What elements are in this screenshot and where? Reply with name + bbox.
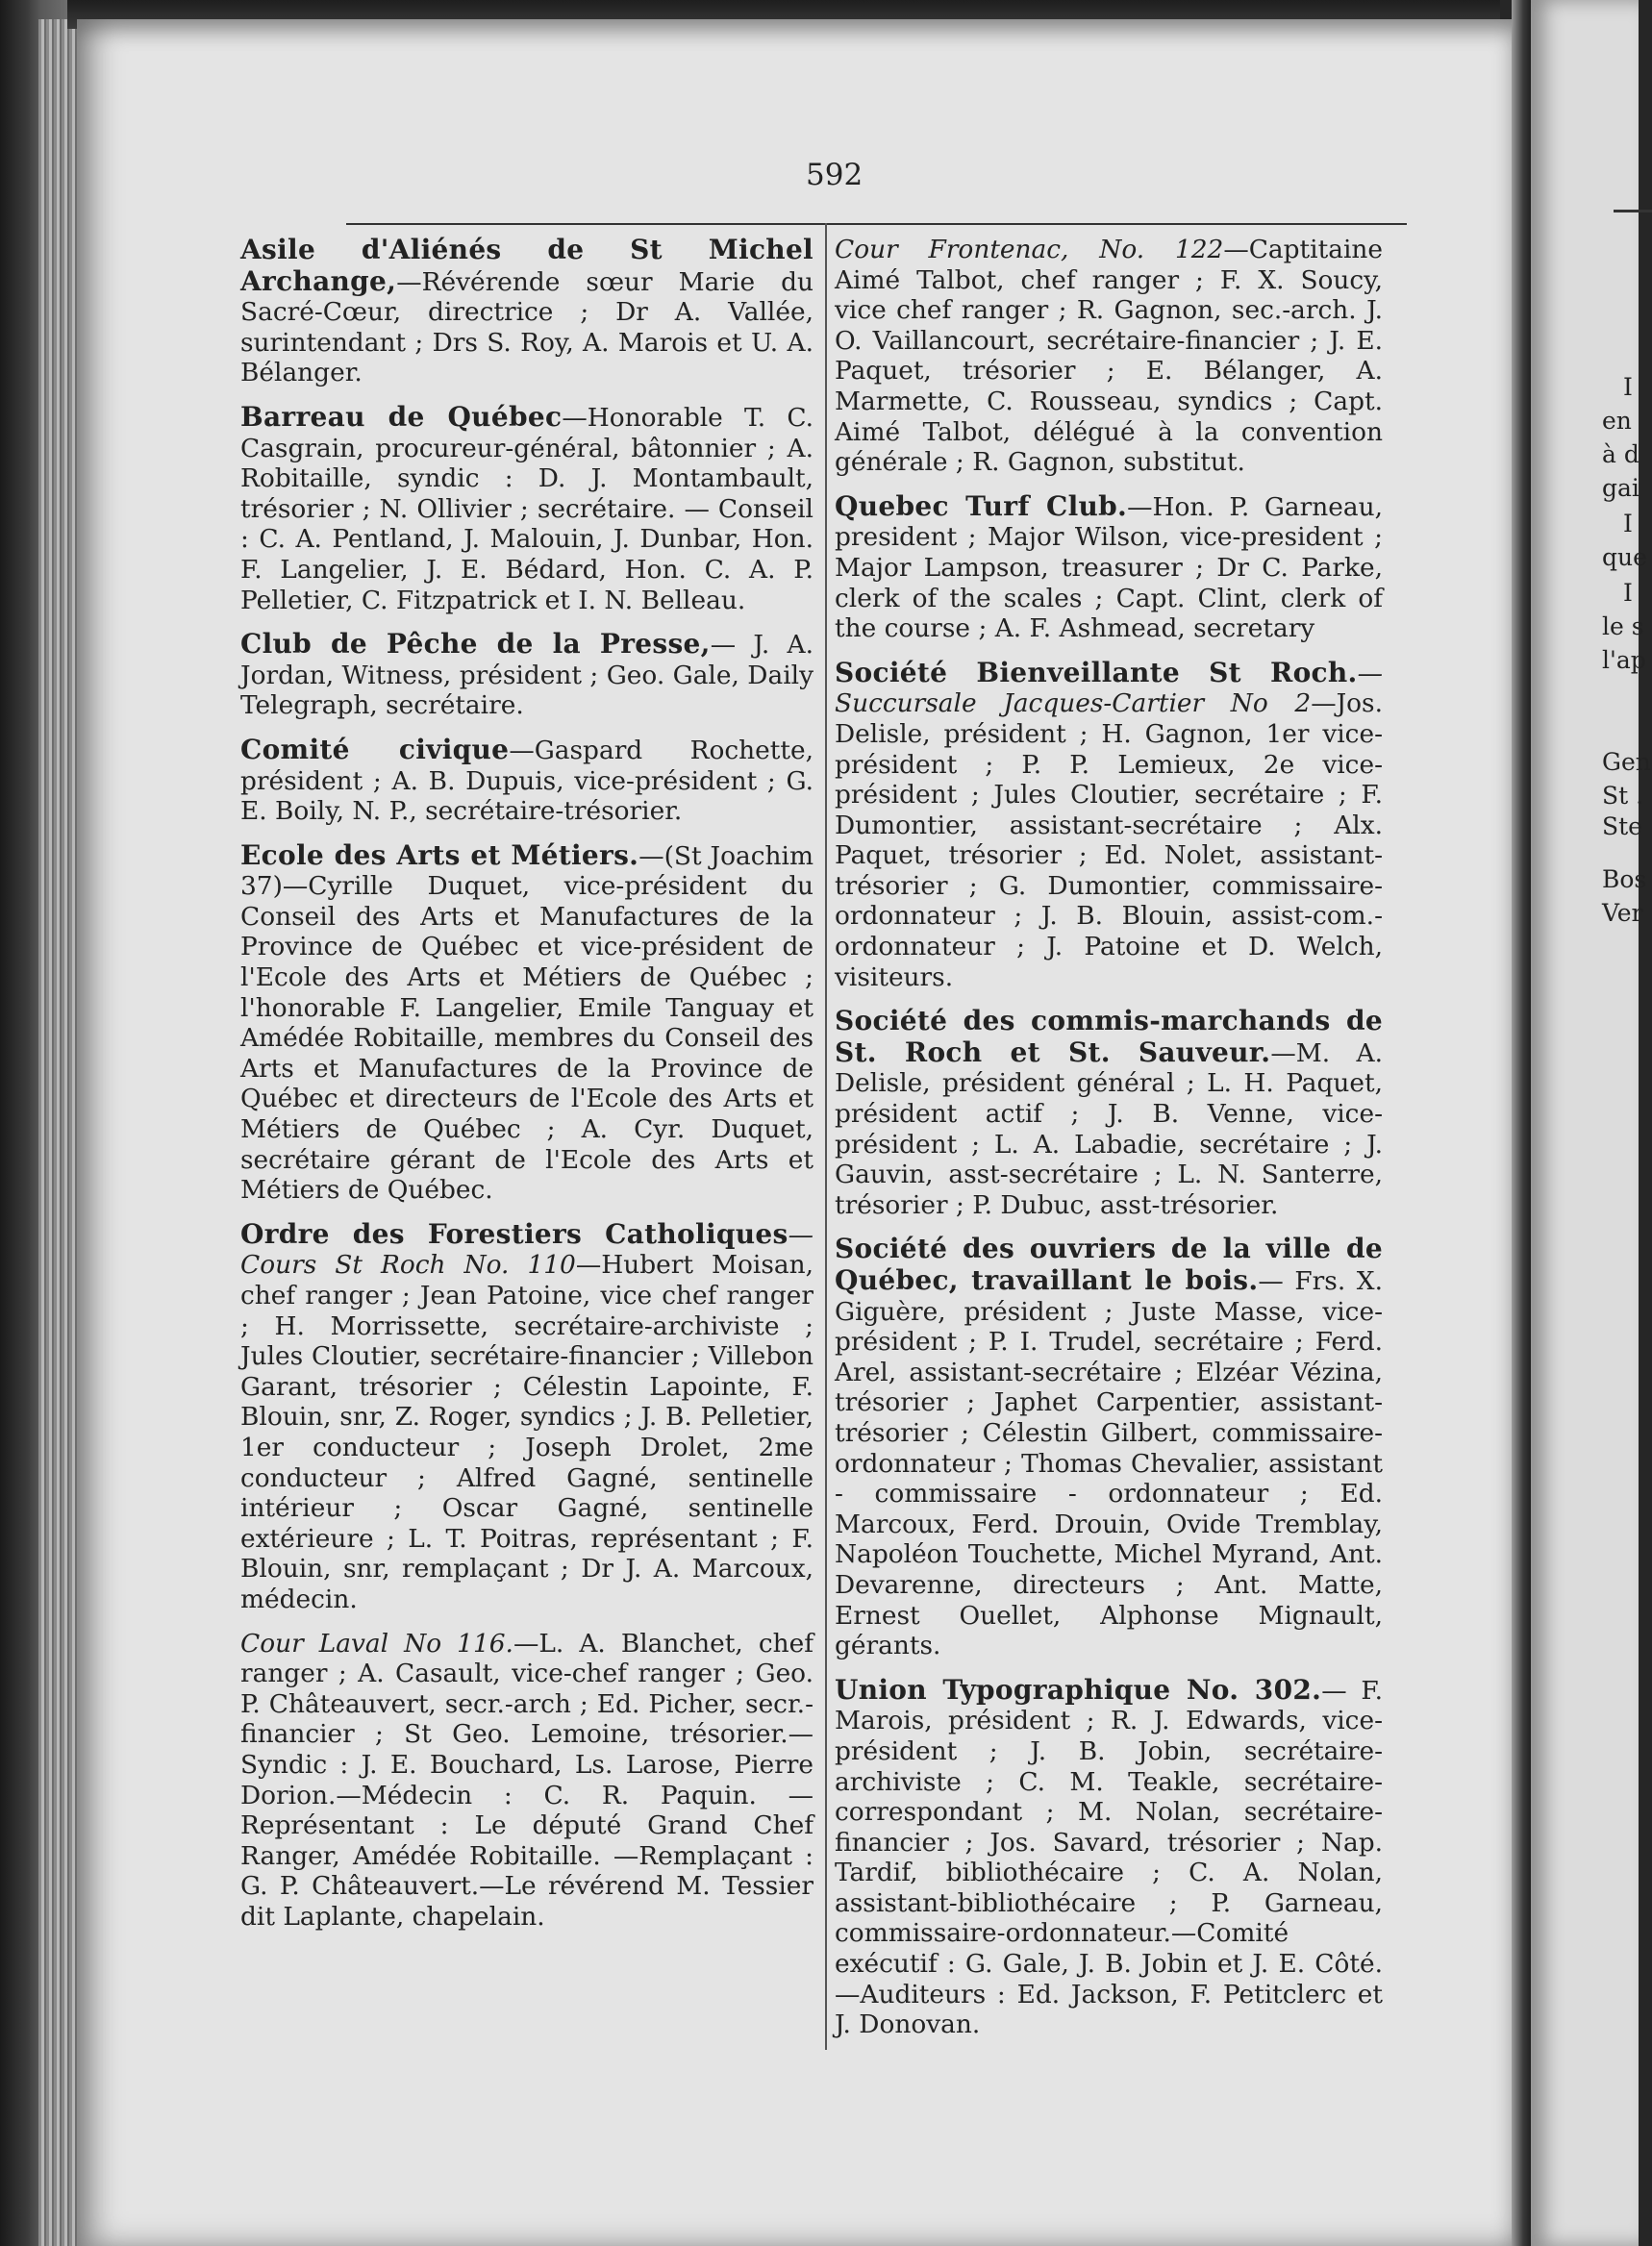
facing-page-fragment: le s [1602,612,1644,640]
directory-entry [240,629,813,721]
entry-heading: Ordre des Forestiers Catholiques [240,1217,788,1250]
directory-entry [240,402,813,615]
entry-heading: Asile d'Aliénés de St Michel Archange, [240,234,813,297]
facing-page-fragment: gai [1602,474,1639,502]
header-rule [346,223,1407,225]
directory-entry [240,1219,813,1615]
entry-text: —Hubert Moisan, chef ranger ; Jean Patoine, vice chef ranger ; H. Morrissette, secrétaire-archiviste ; Jules Cloutier, secrétaire-financier ; Villebon Garant, trésorier ; Célestin Lapointe, F. Blouin, snr, Z. Roger, syndics ; J. B. Pelletier, 1er conducteur ; Joseph Drolet, 2me conducteur ; Alfred Gagné, sentinelle intérieur ; Oscar Gagné, sentinelle extérieure ; L. T. Poitras, représentant ; F. Blouin, snr, remplaçant ; Dr J. A. Marcoux, médecin. [240,1250,813,1614]
facing-page-edge [1531,0,1651,2246]
facing-page-fragment: l'ap [1602,646,1646,674]
facing-page-rule [1614,210,1652,212]
entry-heading: Société des ouvriers de la ville de Québec, travaillant le bois. [835,1233,1383,1296]
entry-heading: Ecole des Arts et Métiers. [240,838,639,871]
facing-page-fragment: en [1602,407,1632,435]
entry-heading: Société des commis-marchands de St. Roch et St. Sauveur. [835,1005,1383,1068]
entry-branch-name: — Succursale Jacques-Cartier No 2 [835,658,1383,719]
entry-text: —Révérende sœur Marie du Sacré-Cœur, directrice ; Dr A. Vallée, surintendant ; Drs S. Roy, A. Marois et U. A. Bélanger. [240,266,813,388]
entry-text: — F. Marois, président ; R. J. Edwards, vice-président ; J. B. Jobin, secrétaire-archiviste ; C. M. Teakle, secrétaire-correspondant ; M. Nolan, secrétaire-financier ; Jos. Savard, trésorier ; Nap. Tardif, bibliothécaire ; C. A. Nolan, assistant-bibliothécaire ; P. Garneau, commissaire-ordonnateur.—Comité exécutif : G. Gale, J. B. Jobin et J. E. Côté.—Auditeurs : Ed. Jackson, F. Petitclerc et J. Donovan. [835,1675,1384,2040]
directory-entry [835,1006,1383,1220]
entry-text: —L. A. Blanchet, chef ranger ; A. Casault, vice-chef ranger ; Geo. P. Châteauvert, secr.-arch ; Ed. Picher, secr.-financier ; St Geo. Lemoine, trésorier.—Syndic : J. E. Bouchard, Ls. Larose, Pierre Dorion.—Médecin : C. R. Paquin. — Représentant : Le député Grand Chef Ranger, Amédée Robitaille. —Remplaçant : G. P. Châteauvert.—Le révérend M. Tessier dit Laplante, chapelain. [240,1628,813,1932]
entry-heading: Comité civique [240,733,510,765]
directory-entry [835,1234,1383,1660]
book-gutter [1512,0,1531,2246]
facing-page-fragment: I [1623,373,1633,401]
entry-text: —Gaspard Rochette, président ; A. B. Dupuis, vice-président ; G. E. Boily, N. P., secrétaire-trésorier. [240,735,813,827]
page-stack-edges [38,19,77,2246]
facing-page-fragment: Ste [1602,812,1642,840]
directory-entry [835,235,1383,478]
entry-heading: Société Bienveillante St Roch. [835,656,1358,688]
page-number: 592 [806,158,864,192]
directory-entry [835,1675,1383,2040]
left-column [240,235,813,1945]
facing-page-fragment: Bos [1602,865,1647,893]
facing-page-fragment: I [1623,579,1633,607]
directory-entry [240,840,813,1206]
directory-entry [835,658,1383,993]
entry-text: —(St Joachim 37)—Cyrille Duquet, vice-président du Conseil des Arts et Manufactures de la Province de Québec et vice-président de l'Ecole des Arts et Métiers de Québec ; l'honorable F. Langelier, Emile Tanguay et Amédée Robitaille, membres du Conseil des Arts et Manufactures de la Province de Québec et directeurs de l'Ecole des Arts et Métiers de Québec ; A. Cyr. Duquet, secrétaire gérant de l'Ecole des Arts et Métiers de Québec. [240,840,813,1206]
entry-heading: Quebec Turf Club. [835,489,1128,522]
facing-page-fragment: que [1602,543,1647,571]
entry-heading: Club de Pêche de la Presse, [240,628,711,661]
directory-entry [835,491,1383,644]
directory-entry [240,235,813,388]
entry-branch-name: —Cours St Roch No. 110 [240,1219,813,1281]
entry-branch-name: Cour Frontenac, No. 122 [835,235,1224,264]
column-divider [825,223,827,2050]
entry-text: — J. A. Jordan, Witness, président ; Geo. Gale, Daily Telegraph, secrétaire. [240,630,813,721]
facing-page-fragment: St . [1602,782,1644,810]
directory-entry [240,735,813,827]
entry-heading: Union Typographique No. 302. [835,1673,1322,1706]
facing-page-fragment: Gen [1602,748,1651,776]
right-column [835,235,1383,2054]
entry-heading: Barreau de Québec [240,400,563,433]
entry-branch-name: Cour Laval No 116. [240,1628,513,1659]
entry-text: —Jos. Delisle, président ; H. Gagnon, 1er vice-président ; P. P. Lemieux, 2e vice-président ; Jules Cloutier, secrétaire ; F. Dumontier, assistant-secrétaire ; Alx. Paquet, trésorier ; Ed. Nolet, assistant-trésorier ; G. Dumontier, commissaire-ordonnateur ; J. B. Blouin, assist-com.-ordonnateur ; J. Patoine et D. Welch, visiteurs. [835,688,1383,992]
facing-page-fragment: Ver [1602,899,1643,927]
directory-entry [240,1629,813,1933]
facing-page-fragment: I [1623,510,1633,537]
entry-text: —M. A. Delisle, président général ; L. H. Paquet, président actif ; J. B. Venne, vice-président ; L. A. Labadie, secrétaire ; J. Gauvin, asst-secrétaire ; L. N. Santerre, trésorier ; P. Dubuc, asst-trésorier. [835,1037,1383,1220]
entry-text: — Frs. X. Giguère, président ; Juste Masse, vice-président ; P. I. Trudel, secrétaire ; Ferd. Arel, assistant-secrétaire ; Elzéar Vézina, trésorier ; Japhet Carpentier, assistant-trésorier ; Célestin Gilbert, commissaire-ordonnateur ; Thomas Chevalier, assistant - commissaire - ordonnateur ; Ed. Marcoux, Ferd. Drouin, Ovide Tremblay, Napoléon Touchette, Michel Myrand, Ant. Devarenne, directeurs ; Ant. Matte, Ernest Ouellet, Alphonse Mignault, gérants. [835,1266,1383,1661]
facing-page-fragment: à d [1602,440,1639,468]
entry-text: —Honorable T. C. Casgrain, procureur-général, bâtonnier ; A. Robitaille, syndic : D. J. Montambault, trésorier ; N. Ollivier ; secrétaire. — Conseil : C. A. Pentland, J. Malouin, J. Dunbar, Hon. F. Langelier, J. E. Bédard, Hon. C. A. P. Pelletier, C. Fitzpatrick et I. N. Belleau. [240,402,814,615]
entry-text: —Captitaine Aimé Talbot, chef ranger ; F. X. Soucy, vice chef ranger ; R. Gagnon, sec.-arch. J. O. Vaillancourt, secrétaire-financier ; J. E. Paquet, trésorier ; E. Bélanger, A. Marmette, C. Rousseau, syndics ; Capt. Aimé Talbot, délégué à la convention générale ; R. Gagnon, substitut. [835,235,1383,478]
entry-text: —Hon. P. Garneau, president ; Major Wilson, vice-president ; Major Lampson, treasurer ; Dr C. Parke, clerk of the scales ; Capt. Clint, clerk of the course ; A. F. Ashmead, secretary [835,491,1383,644]
